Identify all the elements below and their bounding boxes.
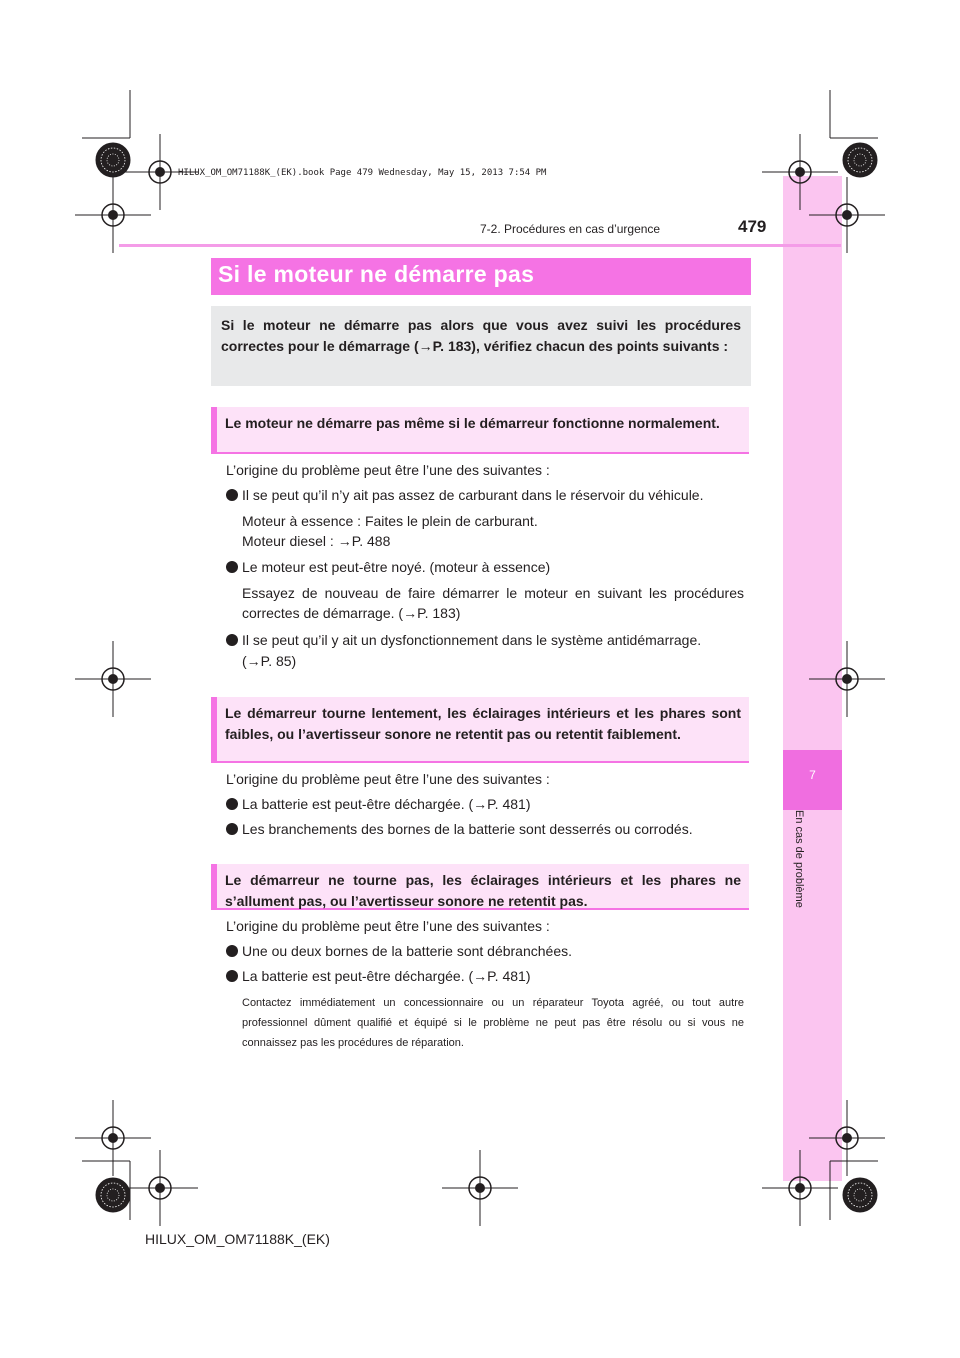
registration-target-icon xyxy=(809,1100,885,1176)
repair-note: Contactez immédiatement un concessionnaire ou un réparateur Toyota agréé, ou tout autre professionnel dûment qualifié et équipé si le problème ne peut pas être résolu ou si vous ne connaissez pas les procédures de réparation. xyxy=(242,997,744,1049)
detail-fuel-diesel: Moteur diesel : →P. 488 xyxy=(242,533,391,549)
registration-target-icon xyxy=(762,1150,838,1226)
chapter-number: 7 xyxy=(809,768,816,782)
page-title: Si le moteur ne démarre pas xyxy=(218,261,535,287)
registration-target-icon xyxy=(122,1150,198,1226)
footer-code: HILUX_OM_OM71188K_(EK) xyxy=(145,1231,330,1247)
chapter-label: En cas de problème xyxy=(793,810,805,908)
registration-target-icon xyxy=(122,134,198,210)
section-title: 7-2. Procédures en cas d’urgence xyxy=(480,222,661,236)
registration-target-icon xyxy=(809,641,885,717)
intro-text: Si le moteur ne démarre pas alors que vous avez suivi les procédures correctes pour le démarrage (→P. 183), vérifiez chacun des points suivants : xyxy=(221,317,741,354)
detail-flooded: Essayez de nouveau de faire démarrer le moteur en suivant les procédures correctes de démarrage. (→P. 183) xyxy=(242,585,744,621)
subhead-3-text: Le démarreur ne tourne pas, les éclairages intérieurs et les phares ne s’allument pas, ou l’avertisseur sonore ne retentit pas. xyxy=(225,872,741,909)
subhead-2-text: Le démarreur tourne lentement, les éclairages intérieurs et les phares sont faibles, ou l’avertisseur sonore ne retentit pas ou retentit faiblement. xyxy=(225,705,741,742)
detail-immobilizer-ref: (→P. 85) xyxy=(242,653,297,669)
detail-fuel-petrol: Moteur à essence : Faites le plein de carburant. xyxy=(242,513,538,529)
registration-target-icon xyxy=(75,641,151,717)
section-3-lead: L’origine du problème peut être l’une des suivantes : xyxy=(226,918,550,934)
registration-dial-icon xyxy=(96,143,130,177)
section-1-lead: L’origine du problème peut être l’une des suivantes : xyxy=(226,462,550,478)
subhead-1-text: Le moteur ne démarre pas même si le démarreur fonctionne normalement. xyxy=(225,415,720,431)
registration-target-icon xyxy=(762,134,838,210)
page-number: 479 xyxy=(738,217,767,236)
registration-target-icon xyxy=(75,177,151,253)
section-2-lead: L’origine du problème peut être l’une des suivantes : xyxy=(226,771,550,787)
registration-target-icon xyxy=(442,1150,518,1226)
registration-dial-icon xyxy=(96,1178,130,1212)
registration-target-icon xyxy=(75,1100,151,1176)
registration-target-icon xyxy=(809,177,885,253)
registration-dial-icon xyxy=(843,1178,877,1212)
book-stamp: HILUX_OM_OM71188K_(EK).book Page 479 Wednesday, May 15, 2013 7:54 PM xyxy=(178,168,547,178)
registration-dial-icon xyxy=(843,143,877,177)
